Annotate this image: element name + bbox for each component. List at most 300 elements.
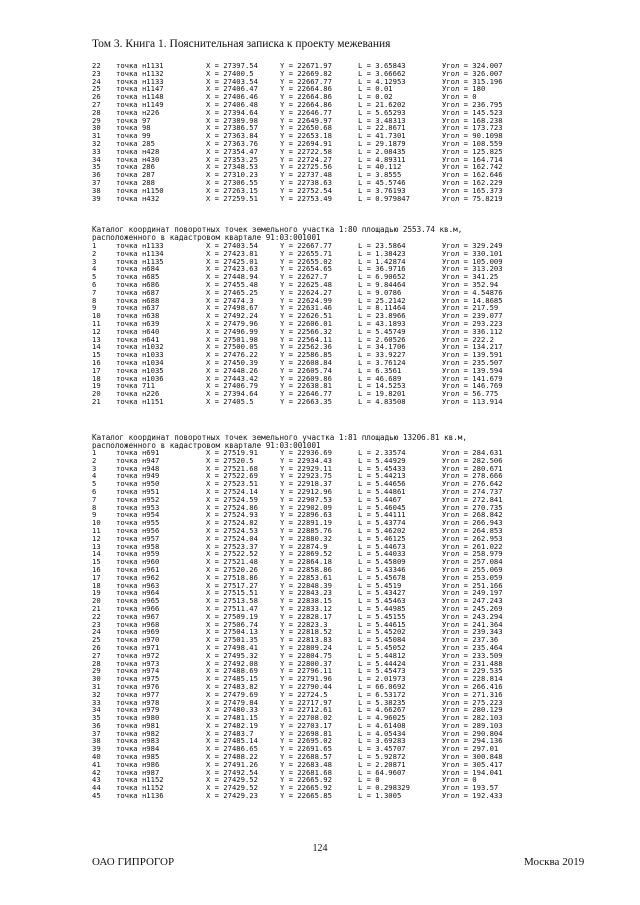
point-name: точка н1149 <box>116 99 164 109</box>
x-coordinate: X = 27403.54 <box>206 241 258 250</box>
x-coordinate: X = 27386.57 <box>206 123 258 133</box>
segment-length: L = 5.44615 <box>358 619 406 629</box>
x-coordinate: X = 27498.67 <box>206 303 258 313</box>
table-row <box>92 504 620 512</box>
point-name: точка н1035 <box>116 365 164 375</box>
x-coordinate: X = 27517.27 <box>206 580 258 590</box>
segment-length: L = 9.84464 <box>358 279 406 289</box>
point-name: точка н1032 <box>116 342 164 352</box>
point-name: точка н685 <box>116 272 160 282</box>
point-number: 34 <box>92 154 101 164</box>
point-name: точка н958 <box>116 541 160 551</box>
point-number: 21 <box>92 603 101 613</box>
x-coordinate: X = 27488.69 <box>206 666 258 676</box>
y-coordinate: Y = 22566.32 <box>280 326 332 336</box>
bearing-angle: Угол = 289.103 <box>442 720 503 730</box>
bearing-angle: Угол = 0 <box>442 92 477 102</box>
table-row <box>92 683 620 691</box>
x-coordinate: X = 27406.47 <box>206 84 258 94</box>
bearing-angle: Угол = 180 <box>442 84 486 94</box>
bearing-angle: Угол = 162.229 <box>442 177 503 187</box>
table-row <box>92 328 620 336</box>
point-number: 17 <box>92 572 101 582</box>
y-coordinate: Y = 22665.92 <box>280 783 332 793</box>
segment-length: L = 25.2142 <box>358 295 406 305</box>
table-row <box>92 652 620 660</box>
x-coordinate: X = 27389.98 <box>206 115 258 125</box>
y-coordinate: Y = 22638.81 <box>280 381 332 391</box>
bearing-angle: Угол = 272.841 <box>442 494 503 504</box>
point-number: 16 <box>92 564 101 574</box>
table-row <box>92 613 620 621</box>
y-coordinate: Y = 22800.37 <box>280 658 332 668</box>
y-coordinate: Y = 22667.77 <box>280 76 332 86</box>
x-coordinate: X = 27406.48 <box>206 99 258 109</box>
table-row <box>92 117 620 125</box>
segment-length: L = 4.96025 <box>358 713 406 723</box>
y-coordinate: Y = 22823.3 <box>280 619 328 629</box>
x-coordinate: X = 27259.51 <box>206 193 258 203</box>
table-row <box>92 597 620 605</box>
y-coordinate: Y = 22724.5 <box>280 689 328 699</box>
point-name: точка 285 <box>116 138 155 148</box>
table-row <box>92 496 620 504</box>
segment-length: L = 1.38423 <box>358 248 406 258</box>
bearing-angle: Угол = 235.507 <box>442 357 503 367</box>
bearing-angle: Угол = 315.196 <box>442 76 503 86</box>
bearing-angle: Угол = 282.506 <box>442 455 503 465</box>
bearing-angle: Угол = 262.953 <box>442 533 503 543</box>
table-row <box>92 582 620 590</box>
table-row <box>92 367 620 375</box>
segment-length: L = 0.979847 <box>358 193 410 203</box>
point-number: 14 <box>92 549 101 559</box>
bearing-angle: Угол = 293.223 <box>442 318 503 328</box>
segment-length: L = 0.02 <box>358 92 393 102</box>
point-name: точка н974 <box>116 666 160 676</box>
point-number: 38 <box>92 185 101 195</box>
bearing-angle: Угол = 241.364 <box>442 619 503 629</box>
segment-length: L = 5.45463 <box>358 596 406 606</box>
y-coordinate: Y = 22703.17 <box>280 720 332 730</box>
bearing-angle: Угол = 235.464 <box>442 642 503 652</box>
bearing-angle: Угол = 237.36 <box>442 635 499 645</box>
y-coordinate: Y = 22818.52 <box>280 627 332 637</box>
point-number: 33 <box>92 146 101 156</box>
table-row <box>92 550 620 558</box>
point-name: точка н684 <box>116 264 160 274</box>
segment-length: L = 29.1879 <box>358 138 406 148</box>
bearing-angle: Угол = 275.223 <box>442 697 503 707</box>
catalog-caption-1-80: Каталог координат поворотных точек земельного участка 1:80 площадью 2553.74 кв.м, расположенного в кадастровом квартале 91:03:001001 <box>92 225 463 242</box>
point-number: 29 <box>92 666 101 676</box>
bearing-angle: Угол = 271.316 <box>442 689 503 699</box>
point-name: точка н961 <box>116 564 160 574</box>
segment-length: L = 6.90652 <box>358 272 406 282</box>
x-coordinate: X = 27524.86 <box>206 502 258 512</box>
point-name: точка н1150 <box>116 185 164 195</box>
y-coordinate: Y = 22737.48 <box>280 170 332 180</box>
y-coordinate: Y = 22804.75 <box>280 650 332 660</box>
bearing-angle: Угол = 341.25 <box>442 272 499 282</box>
x-coordinate: X = 27491.26 <box>206 759 258 769</box>
y-coordinate: Y = 22858.86 <box>280 564 332 574</box>
bearing-angle: Угол = 297.01 <box>442 744 499 754</box>
y-coordinate: Y = 22624.27 <box>280 287 332 297</box>
bearing-angle: Угол = 139.594 <box>442 365 503 375</box>
point-number: 11 <box>92 525 101 535</box>
segment-length: L = 2.08435 <box>358 146 406 156</box>
point-number: 15 <box>92 557 101 567</box>
bearing-angle: Угол = 245.269 <box>442 603 503 613</box>
y-coordinate: Y = 22796.11 <box>280 666 332 676</box>
y-coordinate: Y = 22752.54 <box>280 185 332 195</box>
point-name: точка н1134 <box>116 248 164 258</box>
x-coordinate: X = 27394.64 <box>206 389 258 399</box>
bearing-angle: Угол = 192.433 <box>442 791 503 801</box>
x-coordinate: X = 27486.65 <box>206 744 258 754</box>
segment-length: L = 19.8201 <box>358 389 406 399</box>
y-coordinate: Y = 22608.84 <box>280 357 332 367</box>
y-coordinate: Y = 22665.85 <box>280 791 332 801</box>
point-number: 2 <box>92 248 97 258</box>
x-coordinate: X = 27403.54 <box>206 76 258 86</box>
point-name: точка 98 <box>116 123 151 133</box>
y-coordinate: Y = 22606.01 <box>280 318 332 328</box>
point-number: 5 <box>92 479 97 489</box>
y-coordinate: Y = 22631.46 <box>280 303 332 313</box>
bearing-angle: Угол = 268.842 <box>442 510 503 520</box>
table-row <box>92 636 620 644</box>
table-row <box>92 753 620 761</box>
x-coordinate: X = 27521.68 <box>206 463 258 473</box>
x-coordinate: X = 27504.13 <box>206 627 258 637</box>
y-coordinate: Y = 22753.49 <box>280 193 332 203</box>
bearing-angle: Угол = 247.243 <box>442 596 503 606</box>
point-name: точка н964 <box>116 588 160 598</box>
point-name: точка н641 <box>116 334 160 344</box>
bearing-angle: Угол = 294.136 <box>442 736 503 746</box>
segment-length: L = 5.44213 <box>358 471 406 481</box>
x-coordinate: X = 27455.48 <box>206 279 258 289</box>
point-name: точка н1036 <box>116 373 164 383</box>
y-coordinate: Y = 22880.32 <box>280 533 332 543</box>
segment-length: L = 3.66662 <box>358 68 406 78</box>
bearing-angle: Угол = 274.737 <box>442 486 503 496</box>
point-number: 3 <box>92 256 97 266</box>
point-number: 37 <box>92 728 101 738</box>
y-coordinate: Y = 22691.65 <box>280 744 332 754</box>
segment-length: L = 5.44424 <box>358 658 406 668</box>
segment-length: L = 5.45084 <box>358 635 406 645</box>
point-name: точка н687 <box>116 287 160 297</box>
point-number: 22 <box>92 61 101 70</box>
table-row <box>92 745 620 753</box>
x-coordinate: X = 27492.24 <box>206 311 258 321</box>
x-coordinate: X = 27523.37 <box>206 541 258 551</box>
x-coordinate: X = 27515.51 <box>206 588 258 598</box>
x-coordinate: X = 27520.26 <box>206 564 258 574</box>
x-coordinate: X = 27476.22 <box>206 350 258 360</box>
point-number: 16 <box>92 357 101 367</box>
bearing-angle: Угол = 324.007 <box>442 61 503 70</box>
table-row <box>92 101 620 109</box>
point-number: 27 <box>92 99 101 109</box>
x-coordinate: X = 27465.25 <box>206 287 258 297</box>
point-name: точка н954 <box>116 510 160 520</box>
point-number: 23 <box>92 619 101 629</box>
table-row <box>92 465 620 473</box>
bearing-angle: Угол = 193.57 <box>442 783 499 793</box>
y-coordinate: Y = 22698.81 <box>280 728 332 738</box>
point-number: 20 <box>92 389 101 399</box>
x-coordinate: X = 27400.5 <box>206 68 254 78</box>
point-number: 25 <box>92 635 101 645</box>
y-coordinate: Y = 22902.09 <box>280 502 332 512</box>
point-name: точка н975 <box>116 674 160 684</box>
x-coordinate: X = 27405.5 <box>206 396 254 406</box>
bearing-angle: Угол = 261.022 <box>442 541 503 551</box>
y-coordinate: Y = 22912.96 <box>280 486 332 496</box>
y-coordinate: Y = 22624.99 <box>280 295 332 305</box>
y-coordinate: Y = 22649.97 <box>280 115 332 125</box>
x-coordinate: X = 27518.86 <box>206 572 258 582</box>
table-row <box>92 621 620 629</box>
x-coordinate: X = 27425.01 <box>206 256 258 266</box>
x-coordinate: X = 27496.99 <box>206 326 258 336</box>
table-row <box>92 543 620 551</box>
point-name: точка н226 <box>116 107 160 117</box>
table-row <box>92 390 620 398</box>
y-coordinate: Y = 22695.02 <box>280 736 332 746</box>
x-coordinate: X = 27423.63 <box>206 264 258 274</box>
y-coordinate: Y = 22655.02 <box>280 256 332 266</box>
point-number: 1 <box>92 448 97 457</box>
x-coordinate: X = 27520.5 <box>206 455 254 465</box>
table-row <box>92 250 620 258</box>
point-name: точка н972 <box>116 650 160 660</box>
x-coordinate: X = 27354.47 <box>206 146 258 156</box>
y-coordinate: Y = 22929.11 <box>280 463 332 473</box>
table-row <box>92 722 620 730</box>
table-row <box>92 558 620 566</box>
bearing-angle: Угол = 284.631 <box>442 448 503 457</box>
table-row <box>92 761 620 769</box>
point-name: точка н949 <box>116 471 160 481</box>
point-number: 39 <box>92 744 101 754</box>
bearing-angle: Угол = 276.642 <box>442 479 503 489</box>
point-name: точка н639 <box>116 318 160 328</box>
bearing-angle: Угол = 164.714 <box>442 154 503 164</box>
y-coordinate: Y = 22664.86 <box>280 84 332 94</box>
point-number: 29 <box>92 115 101 125</box>
table-row <box>92 297 620 305</box>
segment-length: L = 5.4519 <box>358 580 402 590</box>
point-name: точка н953 <box>116 502 160 512</box>
table-row <box>92 93 620 101</box>
segment-length: L = 5.44812 <box>358 650 406 660</box>
x-coordinate: X = 27495.32 <box>206 650 258 660</box>
bearing-angle: Угол = 278.666 <box>442 471 503 481</box>
segment-length: L = 6.53172 <box>358 689 406 699</box>
point-number: 28 <box>92 658 101 668</box>
point-name: точка 286 <box>116 162 155 172</box>
point-name: точка н1136 <box>116 791 164 801</box>
table-row <box>92 574 620 582</box>
x-coordinate: X = 27363.76 <box>206 138 258 148</box>
point-name: точка н978 <box>116 697 160 707</box>
point-number: 23 <box>92 68 101 78</box>
point-name: точка н226 <box>116 389 160 399</box>
segment-length: L = 5.44929 <box>358 455 406 465</box>
bearing-angle: Угол = 162.742 <box>442 162 503 172</box>
x-coordinate: X = 27480.33 <box>206 705 258 715</box>
point-number: 15 <box>92 350 101 360</box>
segment-length: L = 5.44861 <box>358 486 406 496</box>
bearing-angle: Угол = 264.853 <box>442 525 503 535</box>
table-row <box>92 675 620 683</box>
point-number: 19 <box>92 381 101 391</box>
x-coordinate: X = 27423.81 <box>206 248 258 258</box>
y-coordinate: Y = 22724.27 <box>280 154 332 164</box>
table-row <box>92 171 620 179</box>
y-coordinate: Y = 22936.69 <box>280 448 332 457</box>
point-number: 25 <box>92 84 101 94</box>
point-name: точка н1135 <box>116 256 164 266</box>
segment-length: L = 5.46125 <box>358 533 406 543</box>
point-name: точка н987 <box>116 767 160 777</box>
point-number: 9 <box>92 510 97 520</box>
point-name: точка н686 <box>116 279 160 289</box>
y-coordinate: Y = 22626.51 <box>280 311 332 321</box>
point-number: 7 <box>92 287 97 297</box>
y-coordinate: Y = 22654.65 <box>280 264 332 274</box>
table-row <box>92 691 620 699</box>
segment-length: L = 2.01973 <box>358 674 406 684</box>
bearing-angle: Угол = 280.129 <box>442 705 503 715</box>
table-row <box>92 78 620 86</box>
point-number: 22 <box>92 611 101 621</box>
point-name: точка н691 <box>116 448 160 457</box>
table-row <box>92 644 620 652</box>
y-coordinate: Y = 22934.43 <box>280 455 332 465</box>
x-coordinate: X = 27509.19 <box>206 611 258 621</box>
point-name: точка н981 <box>116 720 160 730</box>
table-row <box>92 589 620 597</box>
table-row <box>92 109 620 117</box>
footer-organization: ОАО ГИПРОГОР <box>92 856 175 868</box>
x-coordinate: X = 27492.54 <box>206 767 258 777</box>
point-number: 45 <box>92 791 101 801</box>
x-coordinate: X = 27448.26 <box>206 365 258 375</box>
point-number: 30 <box>92 674 101 684</box>
point-number: 36 <box>92 720 101 730</box>
table-row <box>92 519 620 527</box>
point-name: точка н984 <box>116 744 160 754</box>
segment-length: L = 2.60526 <box>358 334 406 344</box>
y-coordinate: Y = 22809.24 <box>280 642 332 652</box>
point-number: 14 <box>92 342 101 352</box>
y-coordinate: Y = 22838.15 <box>280 596 332 606</box>
bearing-angle: Угол = 125.825 <box>442 146 503 156</box>
segment-length: L = 5.45052 <box>358 642 406 652</box>
table-row <box>92 730 620 738</box>
x-coordinate: X = 27519.91 <box>206 448 258 457</box>
table-row <box>92 140 620 148</box>
bearing-angle: Угол = 165.373 <box>442 185 503 195</box>
point-name: точка н1132 <box>116 68 164 78</box>
table-row <box>92 148 620 156</box>
table-row <box>92 124 620 132</box>
point-number: 31 <box>92 131 101 141</box>
x-coordinate: X = 27450.39 <box>206 357 258 367</box>
y-coordinate: Y = 22562.36 <box>280 342 332 352</box>
x-coordinate: X = 27429.52 <box>206 783 258 793</box>
segment-length: L = 21.6202 <box>358 99 406 109</box>
point-number: 36 <box>92 170 101 180</box>
segment-length: L = 6.3561 <box>358 365 402 375</box>
segment-length: L = 43.1893 <box>358 318 406 328</box>
point-name: точка н1133 <box>116 241 164 250</box>
bearing-angle: Угол = 326.007 <box>442 68 503 78</box>
y-coordinate: Y = 22694.91 <box>280 138 332 148</box>
segment-length: L = 64.9607 <box>358 767 406 777</box>
point-number: 28 <box>92 107 101 117</box>
point-name: точка н956 <box>116 525 160 535</box>
point-number: 7 <box>92 494 97 504</box>
table-row <box>92 242 620 250</box>
point-name: точка н1148 <box>116 92 164 102</box>
x-coordinate: X = 27501.98 <box>206 334 258 344</box>
x-coordinate: X = 27397.54 <box>206 61 258 70</box>
point-number: 24 <box>92 627 101 637</box>
segment-length: L = 1.42874 <box>358 256 406 266</box>
y-coordinate: Y = 22646.77 <box>280 107 332 117</box>
table-row <box>92 457 620 465</box>
table-row <box>92 351 620 359</box>
segment-length: L = 0.298329 <box>358 783 410 793</box>
x-coordinate: X = 27429.52 <box>206 775 258 785</box>
x-coordinate: X = 27506.74 <box>206 619 258 629</box>
point-name: точка н973 <box>116 658 160 668</box>
y-coordinate: Y = 22609.86 <box>280 373 332 383</box>
segment-length: L = 5.45202 <box>358 627 406 637</box>
point-number: 18 <box>92 580 101 590</box>
bearing-angle: Угол = 231.488 <box>442 658 503 668</box>
table-row <box>92 706 620 714</box>
point-number: 5 <box>92 272 97 282</box>
x-coordinate: X = 27310.23 <box>206 170 258 180</box>
table-row <box>92 281 620 289</box>
y-coordinate: Y = 22891.19 <box>280 518 332 528</box>
point-number: 24 <box>92 76 101 86</box>
x-coordinate: X = 27523.51 <box>206 479 258 489</box>
y-coordinate: Y = 22869.52 <box>280 549 332 559</box>
bearing-angle: Угол = 134.217 <box>442 342 503 352</box>
point-name: точка 99 <box>116 131 151 141</box>
table-row <box>92 336 620 344</box>
segment-length: L = 5.46045 <box>358 502 406 512</box>
table-row <box>92 776 620 784</box>
segment-length: L = 5.44033 <box>358 549 406 559</box>
segment-length: L = 5.65293 <box>358 107 406 117</box>
segment-length: L = 5.45809 <box>358 557 406 567</box>
segment-length: L = 3.45707 <box>358 744 406 754</box>
y-coordinate: Y = 22738.63 <box>280 177 332 187</box>
point-number: 10 <box>92 518 101 528</box>
segment-length: L = 5.45433 <box>358 463 406 473</box>
segment-length: L = 66.0692 <box>358 681 406 691</box>
